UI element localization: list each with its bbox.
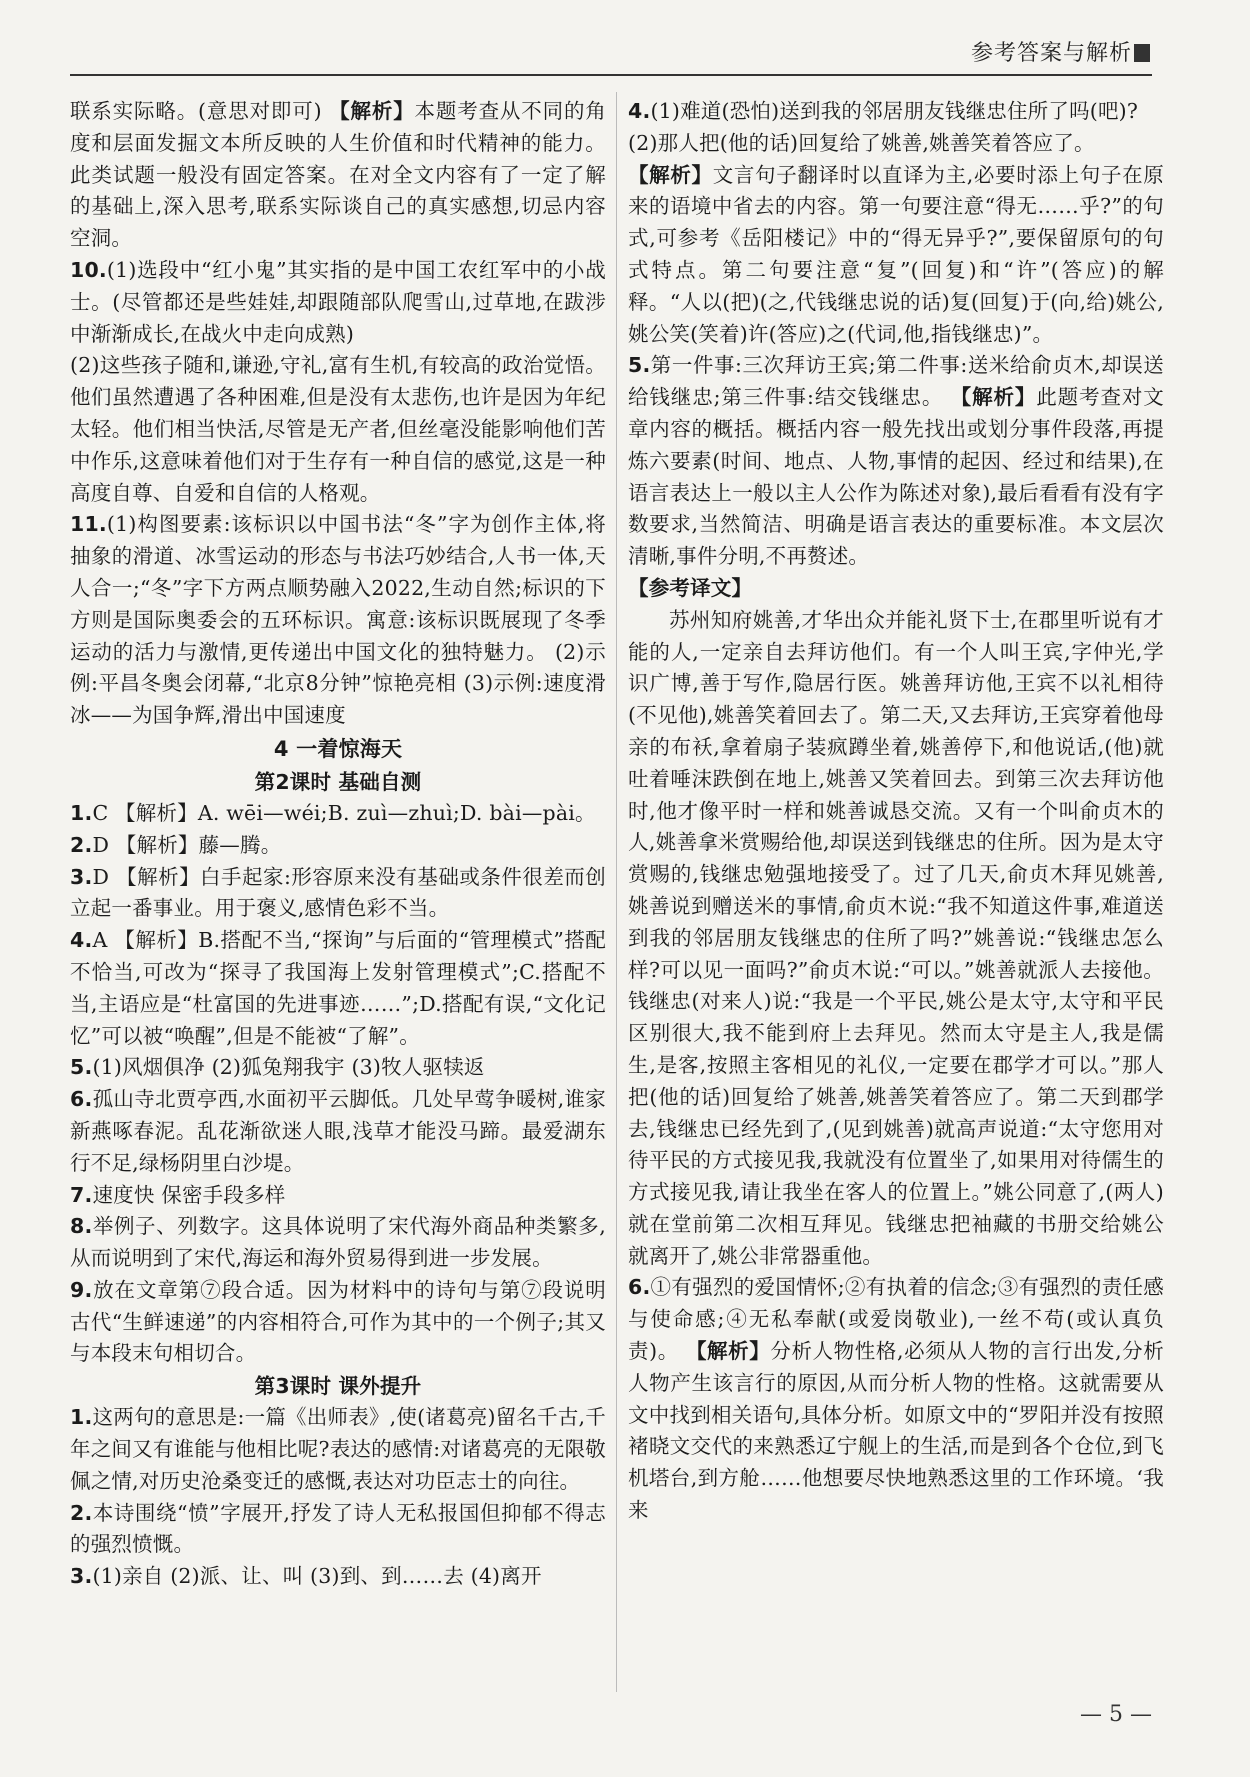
answer-number: 2. xyxy=(70,1500,93,1525)
answer-b6 xyxy=(628,1272,1164,1526)
answer-number: 2. xyxy=(70,832,93,857)
answer-a9 xyxy=(70,1275,606,1370)
column-divider xyxy=(616,92,617,1692)
right-column xyxy=(628,96,1164,1527)
answer-number: 5. xyxy=(628,353,651,378)
reference-translation-title: 【参考译文】 xyxy=(628,575,753,600)
section-title-1: 第2课时 基础自测 xyxy=(254,769,422,794)
answer-number: 5. xyxy=(70,1055,93,1080)
answer-a1 xyxy=(70,798,606,830)
answer-10-part2 xyxy=(70,350,606,509)
answer-b4-analysis xyxy=(628,160,1164,351)
answer-b4-part2 xyxy=(628,128,1164,160)
text: 孤山寺北贾亭西,水面初平云脚低。几处早莺争暖树,谁家新燕啄春泥。乱花渐欲迷人眼,浅草才能没马蹄。最爱湖东行不足,绿杨阴里白沙堤。 xyxy=(70,1087,606,1175)
answer-b4 xyxy=(628,96,1164,128)
text: 联系实际略。(意思对即可) xyxy=(70,99,322,123)
text: D 【解析】藤—腾。 xyxy=(92,832,282,857)
section-title-2: 第3课时 课外提升 xyxy=(254,1374,422,1399)
answer-number: 4. xyxy=(628,99,651,123)
text: C 【解析】A. wēi—wéi;B. zuì—zhuì;D. bài—pài。 xyxy=(92,800,596,825)
left-column xyxy=(70,96,606,1593)
answer-number: 4. xyxy=(70,928,93,953)
text: (1)构图要素:该标识以中国书法“冬”字为创作主体,将抽象的滑道、冰雪运动的形态与书法巧妙结合,人书一体,天人合一;“冬”字下方两点顺势融入2022,生动自然;标识的下方则是国际奥委会的五环标识。寓意:该标识既展现了冬季运动的活力与激情,更传递出中国文化的独特魅力。 (2)示例:平昌冬奥会闭幕,“北京8分钟”惊艳亮相 (3)示例:速度滑冰——为国争辉,滑出中国速度 xyxy=(70,512,606,728)
text: (2)这些孩子随和,谦逊,守礼,富有生机,有较高的政治觉悟。他们虽然遭遇了各种困难,但是没有太悲伤,也许是因为年纪太轻。他们相当快活,尽管是无产者,但丝毫没能影响他们苦中作乐,这意味着他们对于生存有一种自信的感觉,这是一种高度自尊、自爱和自信的人格观。 xyxy=(70,353,606,505)
page-number: — 5 — xyxy=(1080,1702,1152,1727)
answer-number: 1. xyxy=(70,800,93,825)
text: (2)那人把(他的话)回复给了姚善,姚善笑着答应了。 xyxy=(628,130,1095,155)
answer-10 xyxy=(70,255,606,350)
header-title xyxy=(971,36,1150,67)
text: 第一件事:三次拜访王宾;第二件事:送米给俞贞木,却误送给钱继忠;第三件事:结交钱继忠。 xyxy=(628,353,1164,410)
header-title-text: 参考答案与解析 xyxy=(970,41,1132,66)
header-square-icon xyxy=(1134,44,1150,62)
answer-a4 xyxy=(70,925,606,1052)
text: 分析人物性格,必须从人物的言行出发,分析人物产生该言行的原因,从而分析人物的性格。这就需要从文中找到相关语句,具体分析。如原文中的“罗阳并没有按照褚晓文交代的来熟悉辽宁舰上的生活,而是到各个仓位,到飞机塔台,到方舱……他想要尽快地熟悉这里的工作环境。‘我来 xyxy=(628,1339,1164,1523)
text: 文言句子翻译时以直译为主,必要时添上句子在原来的语境中省去的内容。第一句要注意“得无……乎?”的句式,可参考《岳阳楼记》中的“得无异乎?”,要保留原句的句式特点。第二句要注意“复”(回复)和“许”(答应)的解释。“人以(把)(之,代钱继忠说的话)复(回复)于(向,给)姚公,姚公笑(笑着)许(答应)之(代词,他,指钱继忠)”。 xyxy=(628,162,1164,346)
text: 本诗围绕“愤”字展开,抒发了诗人无私报国但抑郁不得志的强烈愤慨。 xyxy=(70,1500,606,1557)
text: ①有强烈的爱国情怀;②有执着的信念;③有强烈的责任感与使命感;④无私奉献(或爱岗敬业),一丝不苟(或认真负责)。 xyxy=(628,1275,1164,1364)
analysis-tag: 【解析】 xyxy=(329,99,415,123)
answer-number: 10. xyxy=(70,257,107,282)
text: 放在文章第⑦段合适。因为材料中的诗句与第⑦段说明古代“生鲜速递”的内容相符合,可作为其中的一个例子;其又与本段末句相切合。 xyxy=(70,1277,606,1366)
text: A 【解析】B.搭配不当,“探询”与后面的“管理模式”搭配不恰当,可改为“探寻了我国海上发射管理模式”;C.搭配不当,主语应是“杜富国的先进事迹……”;D.搭配有误,“文化记忆”可以被“唤醒”,但是不能被“了解”。 xyxy=(70,928,606,1048)
analysis-tag: 【解析】 xyxy=(950,385,1037,410)
answer-b1 xyxy=(70,1402,606,1497)
text: D 【解析】白手起家:形容原来没有基础或条件很差而创立起一番事业。用于褒义,感情色彩不当。 xyxy=(70,864,606,921)
answer-11 xyxy=(70,509,606,732)
answer-number: 9. xyxy=(70,1277,93,1302)
text: (1)风烟俱净 (2)狐兔翔我宇 (3)牧人驱犊返 xyxy=(92,1055,485,1080)
reference-translation: 苏州知府姚善,才华出众并能礼贤下士,在郡里听说有才能的人,一定亲自去拜访他们。有一个人叫王宾,字仲光,学识广博,善于写作,隐居行医。姚善拜访他,王宾不以礼相待(不见他),姚善笑着回去了。第二天,又去拜访,王宾穿着他母亲的布袄,拿着扇子装疯蹲坐着,姚善停下,和他说话,(他)就吐着唾沫跌倒在地上,姚善又笑着回去。到第三次去拜访他时,他才像平时一样和姚善诚恳交流。又有一个叫俞贞木的人,姚善拿米赏赐给他,却误送到钱继忠的住所。因为是太守赏赐的,钱继忠勉强地接受了。过了几天,俞贞木拜见姚善,姚善说到赠送米的事情,俞贞木说:“我不知道这件事,难道送到我的邻居朋友钱继忠的住所了吗?”姚善说:“钱继忠怎么样?可以见一面吗?”俞贞木说:“可以。”姚善就派人去接他。钱继忠(对来人)说:“我是一个平民,姚公是太守,太守和平民区别很大,我不能到府上去拜见。然而太守是主人,我是儒生,是客,按照主客相见的礼仪,一定要在郡学才可以。”那人把(他的话)回复给了姚善,姚善笑着答应了。第二天到郡学去,钱继忠已经先到了,(见到姚善)就高声说道:“太守您用对待平民的方式接见我,我就没有位置坐了,如果用对待儒生的方式接见我,请让我坐在客人的位置上。”姚公同意了,(两人)就在堂前第二次相互拜见。钱继忠把袖藏的书册交给姚公就离开了,姚公非常器重他。 xyxy=(628,607,1164,1268)
lesson-title: 4 一着惊海天 xyxy=(273,736,403,761)
text: 此题考查对文章内容的概括。概括内容一般先找出或划分事件段落,再提炼六要素(时间、地点、人物,事情的起因、经过和结果),在语言表达上一般以主人公作为陈述对象),最后看看有没有字数要求,当然简洁、明确是语言表达的重要标准。本文层次清晰,事件分明,不再赘述。 xyxy=(628,385,1164,569)
answer-number: 6. xyxy=(70,1087,93,1112)
answer-number: 7. xyxy=(70,1182,93,1207)
answer-a6 xyxy=(70,1084,606,1179)
header-rule xyxy=(70,74,1152,76)
answer-a2 xyxy=(70,830,606,862)
text: 举例子、列数字。这具体说明了宋代海外商品种类繁多,从而说明到了宋代,海运和海外贸易得到进一步发展。 xyxy=(70,1214,606,1271)
text: 这两句的意思是:一篇《出师表》,使(诸葛亮)留名千古,千年之间又有谁能与他相比呢?表达的感情:对诸葛亮的无限敬佩之情,对历史沧桑变迁的感慨,表达对功臣志士的向往。 xyxy=(70,1405,606,1493)
text: 速度快 保密手段多样 xyxy=(92,1182,286,1207)
answer-b3 xyxy=(70,1561,606,1593)
analysis-tag: 【解析】 xyxy=(685,1339,771,1364)
answer-number: 8. xyxy=(70,1214,93,1239)
text: (1)选段中“红小鬼”其实指的是中国工农红军中的小战士。(尽管都还是些娃娃,却跟随部队爬雪山,过草地,在跋涉中渐渐成长,在战火中走向成熟) xyxy=(70,257,606,346)
answer-number: 3. xyxy=(70,1564,93,1589)
answer-b5 xyxy=(628,350,1164,573)
answer-a5 xyxy=(70,1052,606,1084)
answer-number: 1. xyxy=(70,1405,93,1430)
text: (1)难道(恐怕)送到我的邻居朋友钱继忠住所了吗(吧)? xyxy=(650,99,1139,123)
answer-a8 xyxy=(70,1211,606,1275)
text: 本题考查从不同的角度和层面发掘文本所反映的人生价值和时代精神的能力。此类试题一般没有固定答案。在对全文内容有了一定了解的基础上,深入思考,联系实际谈自己的真实感想,切忌内容空洞。 xyxy=(70,99,606,251)
text: (1)亲自 (2)派、让、叫 (3)到、到……去 (4)离开 xyxy=(92,1564,542,1589)
answer-a3 xyxy=(70,862,606,926)
answer-a7 xyxy=(70,1180,606,1212)
paragraph-intro xyxy=(70,96,606,255)
answer-number: 3. xyxy=(70,864,93,889)
answer-b2 xyxy=(70,1498,606,1562)
answer-number: 11. xyxy=(70,512,107,537)
answer-number: 6. xyxy=(628,1275,651,1300)
analysis-tag: 【解析】 xyxy=(628,162,713,187)
